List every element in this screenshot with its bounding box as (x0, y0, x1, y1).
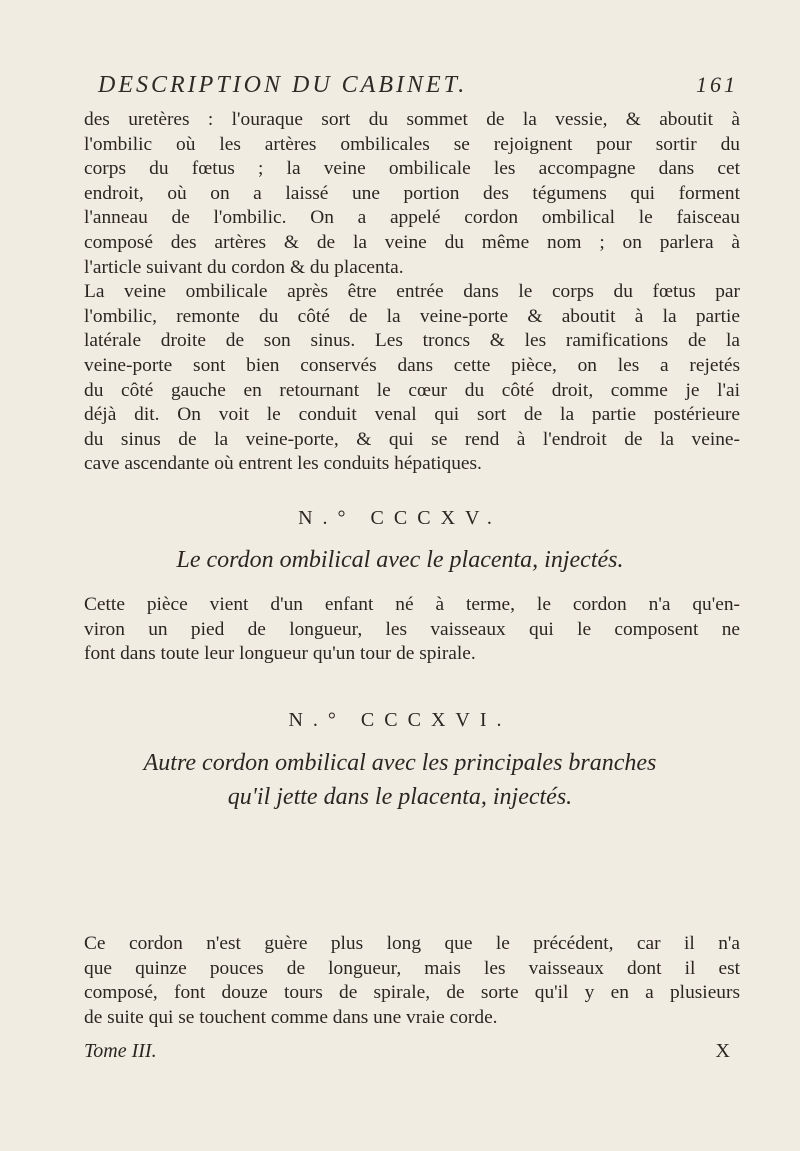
text-line: font dans toute leur longueur qu'un tour de spirale. (84, 643, 476, 665)
text-line: composé, font douze tours de spirale, de sorte qu'il y en a plusieurs (84, 982, 740, 1004)
section-title-cccxv: Le cordon ombilical avec le placenta, injectés. (176, 547, 624, 573)
text-line: cave ascendante où entrent les conduits hépatiques. (84, 453, 482, 475)
text-line: latérale droite de son sinus. Les troncs & les ramifications de la (84, 330, 740, 352)
volume-label: Tome III. (84, 1040, 157, 1062)
text-line: de suite qui se touchent comme dans une vraie corde. (84, 1006, 498, 1028)
section-title-cccxvi-line2: qu'il jette dans le placenta, injectés. (227, 784, 573, 810)
text-line: l'ombilic, remonte du côté de la veine-porte & aboutit à la partie (84, 305, 740, 327)
text-line: viron un pied de longueur, les vaisseaux qui le composent ne (84, 618, 740, 640)
text-line: endroit, où on a laissé une portion des tégumens qui forment (84, 182, 740, 204)
text-line: veine-porte sont bien conservés dans cette pièce, on les a rejetés (84, 354, 740, 376)
paragraph-4 (84, 932, 740, 1030)
text-line: du sinus de la veine-porte, & qui se rend à l'endroit de la veine- (84, 428, 740, 450)
section-number-cccxv: N.° CCCXV. (298, 507, 502, 529)
running-header (98, 72, 738, 106)
body-text (84, 108, 740, 477)
text-line: déjà dit. On voit le conduit venal qui sort de la partie postérieure (84, 404, 740, 426)
text-line: composé des artères & de la veine du même nom ; on parlera à (84, 231, 740, 253)
text-line: La veine ombilicale après être entrée dans le corps du fœtus par (84, 281, 740, 303)
text-line: que quinze pouces de longueur, mais les vaisseaux dont il est (84, 957, 740, 979)
paragraph-1 (84, 108, 740, 280)
text-line: Ce cordon n'est guère plus long que le précédent, car il n'a (84, 933, 740, 954)
paragraph-2 (84, 280, 740, 477)
section-number-cccxvi: N.° CCCXVI. (288, 709, 512, 731)
text-line: des uretères : l'ouraque sort du sommet de la vessie, & aboutit à (84, 109, 740, 130)
text-line: l'article suivant du cordon & du placenta. (84, 256, 404, 278)
paragraph-3 (84, 593, 740, 667)
text-line: l'anneau de l'ombilic. On a appelé cordon ombilical le faisceau (84, 207, 740, 229)
page-footer (84, 1040, 736, 1066)
section-text-cccxv (84, 593, 740, 667)
text-line: corps du fœtus ; la veine ombilicale les accompagne dans cet (84, 158, 740, 180)
page-number: 161 (696, 72, 738, 97)
section-title-cccxvi-line1: Autre cordon ombilical avec les principales branches (143, 750, 657, 776)
signature-mark: X (715, 1040, 730, 1062)
section-text-cccxvi (84, 932, 740, 1030)
running-title: DESCRIPTION DU CABINET. (98, 72, 468, 98)
text-line: du côté gauche en retournant le cœur du côté droit, comme je l'ai (84, 379, 740, 401)
text-line: Cette pièce vient d'un enfant né à terme, le cordon n'a qu'en- (84, 594, 740, 615)
text-line: l'ombilic où les artères ombilicales se rejoignent pour sortir du (84, 133, 740, 155)
